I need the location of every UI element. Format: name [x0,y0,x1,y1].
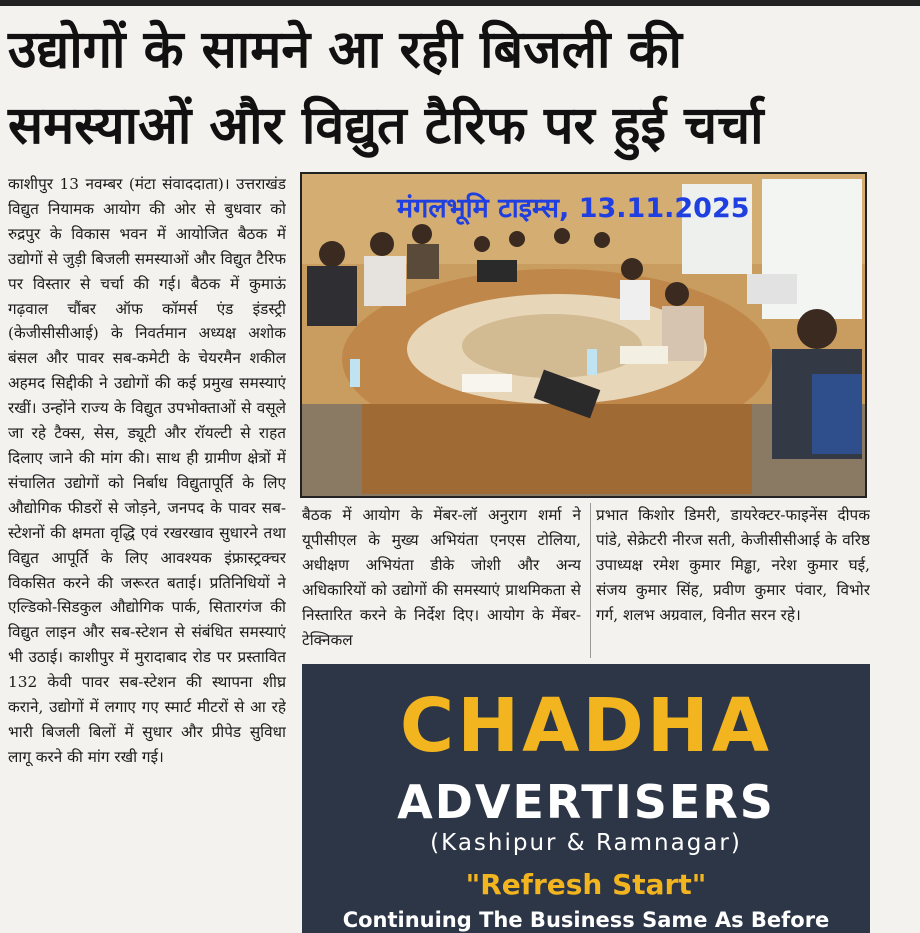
advertisement [302,664,870,933]
top-border [0,0,920,6]
headline-line-1: उद्योगों के सामने आ रही बिजली की [8,20,682,80]
ad-subtitle: ADVERTISERS [397,775,775,829]
ad-tagline: "Refresh Start" [465,868,707,901]
ad-location: (Kashipur & Ramnagar) [430,830,742,856]
ad-line: Continuing The Business Same As Before [342,908,830,932]
meeting-photo [300,172,867,498]
ad-brand: CHADHA [399,683,773,769]
article-column-middle: बैठक में आयोग के मेंबर-लॉ अनुराग शर्मा ने यूपीसीएल के मुख्य अभियंता एनएस टोलिया, अधीक्षण अभियंता डीके जोशी और अन्य अधिकारियों को उद्योगों की समस्याएं प्राथमिकता से निस्तारित करने के निर्देश दिए। आयोग के मेंबर-टेक्निकल [302,506,581,649]
article-column-right: प्रभात किशोर डिमरी, डायरेक्टर-फाइनेंस दीपक पांडे, सेक्रेटरी नीरज सती, केजीसीसीआई के वरिष्ठ उपाध्यक्ष रमेश कुमार मिड्ढा, नरेश कुमार घई, संजय कुमार सिंह, प्रवीण कुमार पंवार, विभोर गर्ग, शलभ अग्रवाल, विनीत सरन रहे। [596,506,870,624]
column-divider [590,503,591,658]
photo-watermark: मंगलभूमि टाइम्स, 13.11.2025 [397,193,750,224]
headline [8,12,912,164]
headline-line-2: समस्याओं और विद्युत टैरिफ पर हुई चर्चा [8,96,764,156]
article-column-left: काशीपुर 13 नवम्बर (मंटा संवाददाता)। उत्तराखंड विद्युत नियामक आयोग की ओर से बुधवार को रुद्रपुर के विकास भवन में आयोजित बैठक में उद्योगों से जुड़ी बिजली समस्याओं और विद्युत टैरिफ पर विस्तार से चर्चा की गई। बैठक में कुमाऊं गढ़वाल चौंबर ऑफ कॉमर्स एंड इंडस्ट्री (केजीसीसीआई) के निवर्तमान अध्यक्ष अशोक बंसल और पावर सब-कमेटी के चेयरमैन शकील अहमद सिद्दीकी ने उद्योगों की कई प्रमुख समस्याएं रखीं। उन्होंने राज्य के विद्युत उपभोक्ताओं से वसूले जा रहे टैक्स, सेस, ड्यूटी और रॉयल्टी से राहत दिलाए जाने की मांग की। साथ ही ग्रामीण क्षेत्रों में संचालित उद्योगों को निर्बाध विद्युतापूर्ति के लिए औद्योगिक फीडरों से जोड़ने, जनपद के पावर सब-स्टेशनों की क्षमता वृद्धि एवं रखरखाव सुधारने तथा विद्युत आपूर्ति के लिए आवश्यक इंफ्रास्ट्रक्चर विकसित करने की जरूरत बताई। प्रतिनिधियों ने एल्डिको-सिडकुल औद्योगिक पार्क, सितारगंज की विद्युत लाइन और सब-स्टेशन से संबंधित समस्याएं भी उठाई। काशीपुर में मुरादाबाद रोड पर प्रस्तावित 132 केवी पावर सब-स्टेशन की स्थापना शीघ्र कराने, उद्योगों में लगाए गए स्मार्ट मीटरों से आ रहे भारी बिजली बिलों में सुधार और प्रीपेड सुविधा लागू करने की मांग रखी गई। [8,175,286,766]
